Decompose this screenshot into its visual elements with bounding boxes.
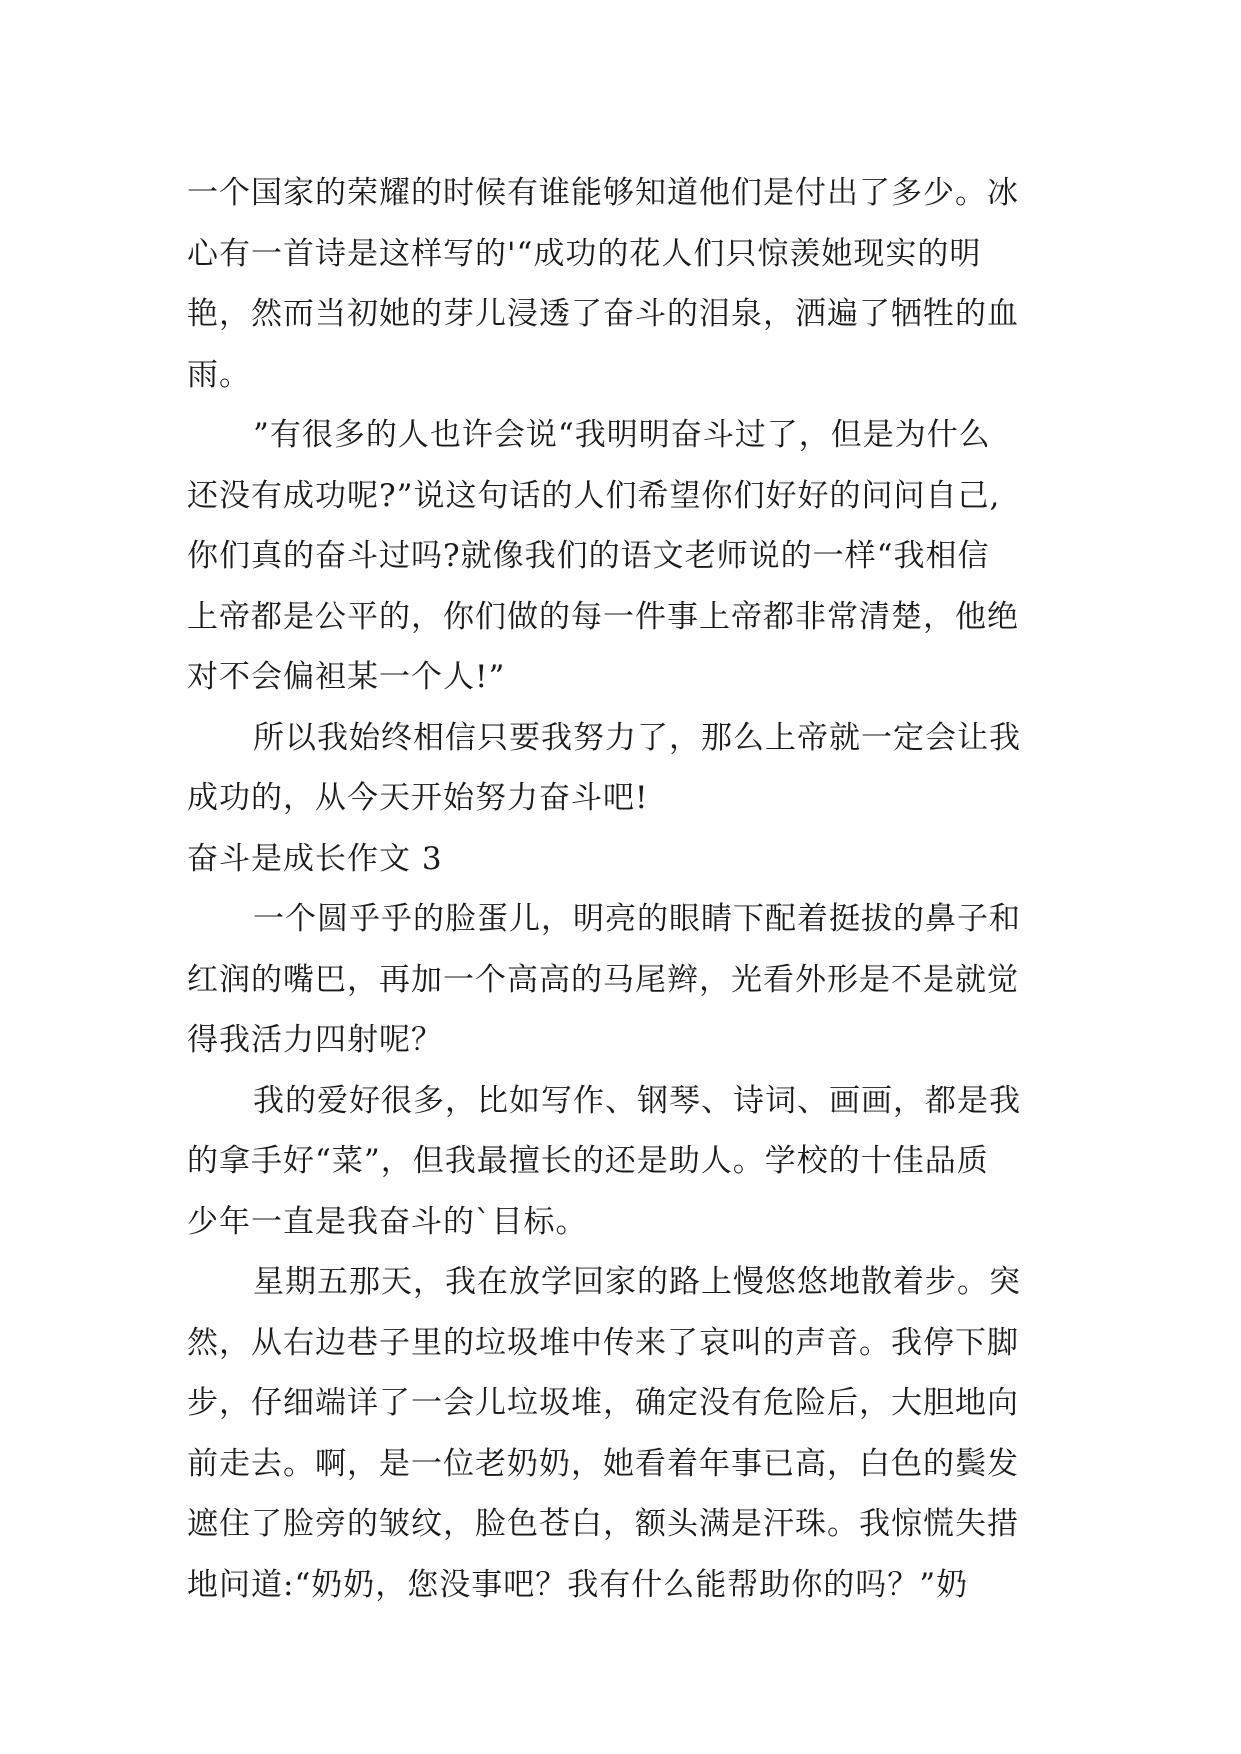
text-line: 地问道:“奶奶，您没事吧？我有什么能帮助你的吗？”奶: [187, 1566, 969, 1603]
text-line: 得我活力四射呢？: [187, 1022, 443, 1058]
text-line: 成功的，从今天开始努力奋斗吧!: [187, 780, 649, 816]
text-line: 然，从右边巷子里的垃圾堆中传来了哀叫的声音。我停下脚: [187, 1324, 1019, 1361]
text-line: 艳，然而当初她的芽儿浸透了奋斗的泪泉，洒遍了牺牲的血: [187, 296, 1019, 332]
text-line: 上帝都是公平的，你们做的每一件事上帝都非常清楚，他绝: [187, 598, 1019, 635]
text-line: 你们真的奋斗过吗?就像我们的语文老师说的一样“我相信: [187, 538, 990, 574]
text-line: 红润的嘴巴，再加一个高高的马尾辫，光看外形是不是就觉: [187, 961, 1019, 998]
text-line: 所以我始终相信只要我努力了，那么上帝就一定会让我: [253, 719, 1021, 756]
text-line: 对不会偏袒某一个人!”: [187, 659, 506, 695]
document-body: [187, 163, 1057, 1615]
text-line: 奋斗是成长作文 3: [187, 840, 443, 877]
text-line: 的拿手好“菜”，但我最擅长的还是助人。学校的十佳品质: [187, 1143, 989, 1179]
text-line: 一个圆乎乎的脸蛋儿，明亮的眼睛下配着挺拔的鼻子和: [253, 901, 1021, 937]
text-line: 我的爱好很多，比如写作、钢琴、诗词、画画，都是我: [253, 1082, 1021, 1119]
text-line: 少年一直是我奋斗的`目标。: [187, 1203, 588, 1240]
text-line: 前走去。啊，是一位老奶奶，她看着年事已高，白色的鬓发: [187, 1445, 1019, 1482]
text-line: 步，仔细端详了一会儿垃圾堆，确定没有危险后，大胆地向: [187, 1385, 1019, 1421]
text-line: ”有很多的人也许会说“我明明奋斗过了，但是为什么: [253, 417, 991, 453]
text-line: 还没有成功呢?”说这句话的人们希望你们好好的问问自己,: [187, 477, 1001, 514]
text-line: 心有一首诗是这样写的'“成功的花人们只惊羡她现实的明: [187, 235, 982, 272]
text-line: 一个国家的荣耀的时候有谁能够知道他们是付出了多少。冰: [187, 175, 1019, 211]
text-line: 遮住了脸旁的皱纹，脸色苍白，额头满是汗珠。我惊慌失措: [187, 1506, 1019, 1542]
text-line: 雨。: [187, 356, 251, 393]
text-line: 星期五那天，我在放学回家的路上慢悠悠地散着步。突: [253, 1264, 1021, 1300]
